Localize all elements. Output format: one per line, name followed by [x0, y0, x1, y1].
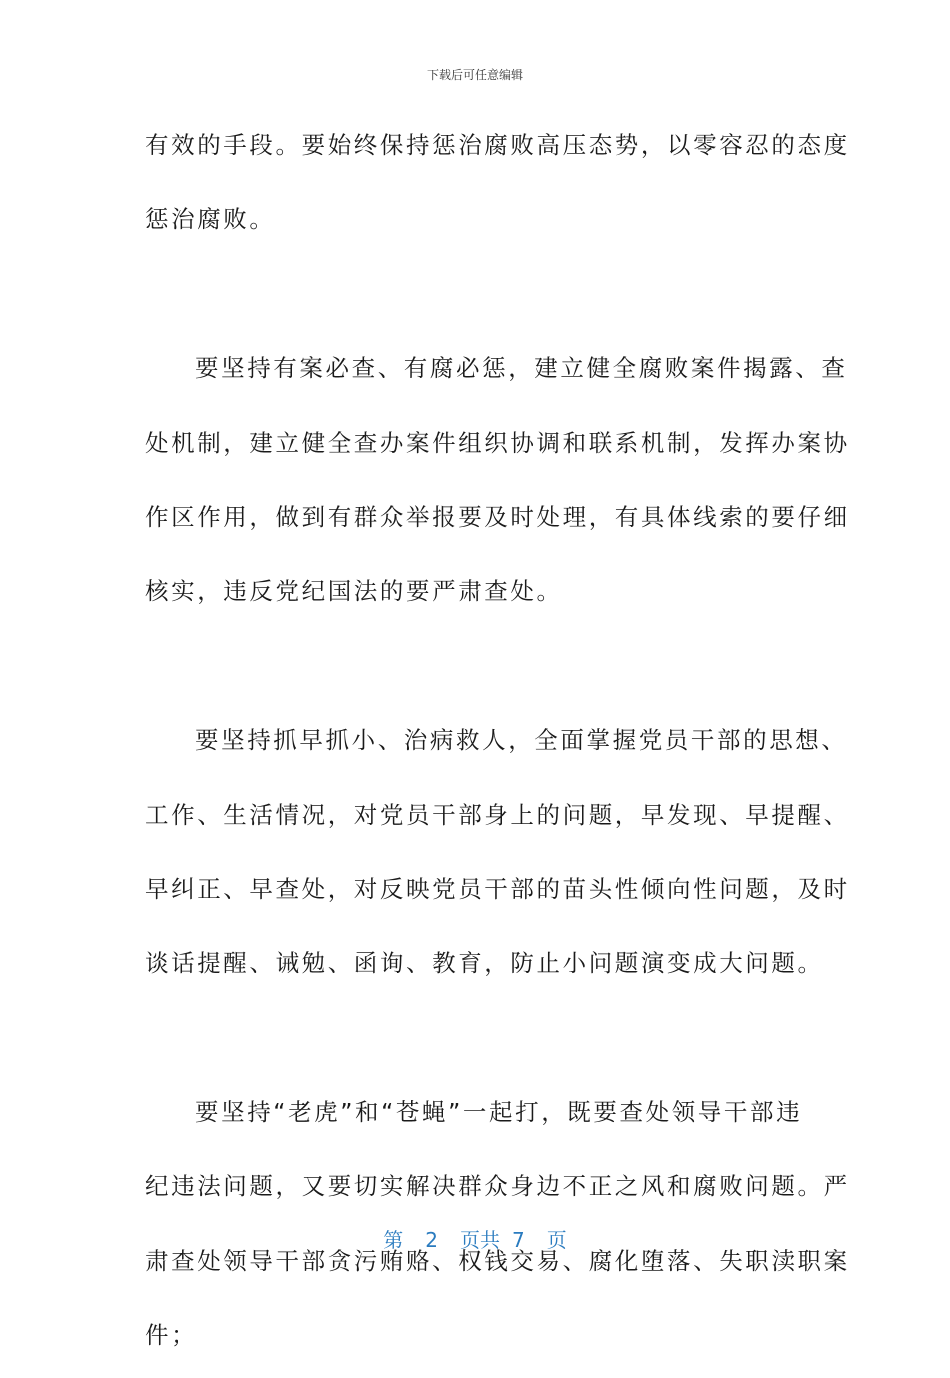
text-line: 件；: [145, 1321, 198, 1350]
page-footer: [0, 1224, 950, 1253]
text-line: 作区作用，做到有群众举报要及时处理，有具体线索的要仔细: [145, 502, 850, 531]
blank-line: [145, 262, 805, 336]
current-page-number: 2: [425, 1228, 438, 1252]
document-body: [145, 113, 850, 1378]
text-line: 有效的手段。要始终保持惩治腐败高压态势，以零容忍的态度: [145, 131, 850, 159]
text-line: 处机制，建立健全查办案件组织协调和联系机制，发挥办案协: [145, 428, 850, 457]
text-line: 谈话提醒、诫勉、函询、教育，防止小问题演变成大问题。: [145, 949, 824, 978]
footer-middle: 页共: [460, 1228, 500, 1252]
footer-suffix: 页: [546, 1228, 567, 1252]
page-header: 下载后可任意编辑: [426, 68, 523, 82]
text-line: 肃查处领导干部贪污贿赂、权钱交易、腐化堕落、失职渎职案: [145, 1246, 850, 1275]
text-line: 核实，违反党纪国法的要严肃查处。: [145, 577, 563, 606]
total-pages-number: 7: [512, 1228, 525, 1252]
footer-prefix: 第: [383, 1228, 404, 1252]
blank-line: [145, 1006, 805, 1080]
text-line: 早纠正、早查处，对反映党员干部的苗头性倾向性问题，及时: [145, 874, 850, 903]
blank-line: [145, 634, 805, 708]
paragraph-start-line: 要坚持“老虎”和“苍蝇”一起打，既要查处领导干部违: [195, 1098, 803, 1127]
text-line: 纪违法问题，又要切实解决群众身边不正之风和腐败问题。严: [145, 1172, 850, 1201]
paragraph-start-line: 要坚持有案必查、有腐必惩，建立健全腐败案件揭露、查: [195, 354, 848, 383]
paragraph-start-line: 要坚持抓早抓小、治病救人，全面掌握党员干部的思想、: [195, 726, 848, 755]
text-line: 工作、生活情况，对党员干部身上的问题，早发现、早提醒、: [145, 800, 850, 829]
text-line: 惩治腐败。: [145, 205, 276, 234]
